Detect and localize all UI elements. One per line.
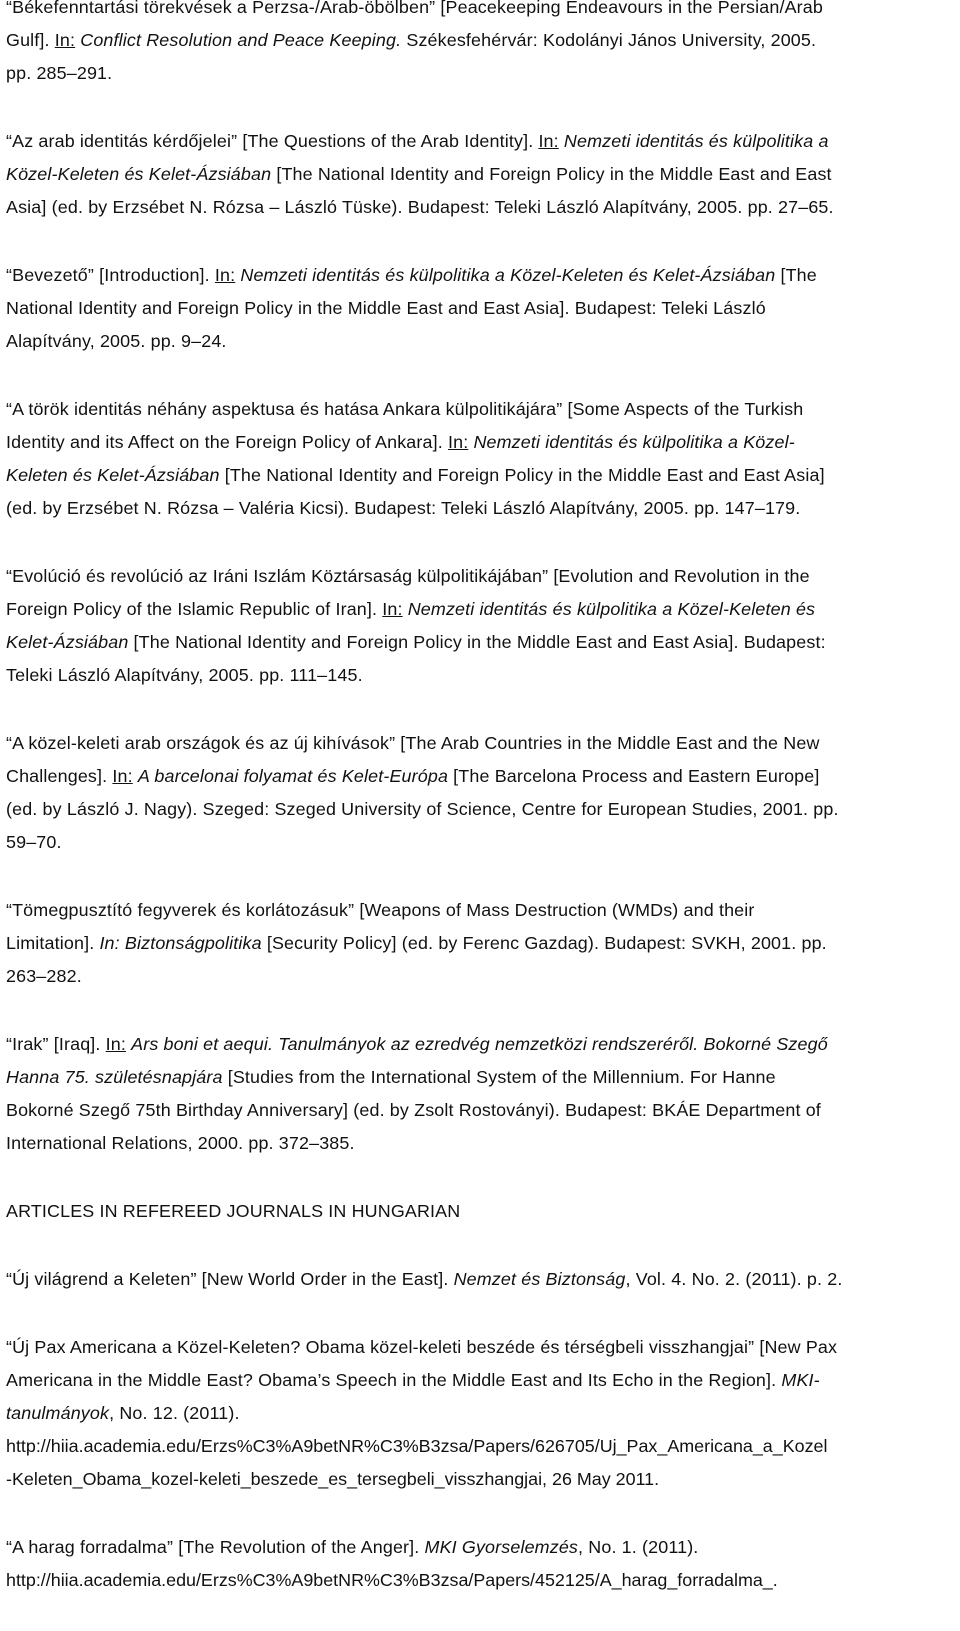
text-segment: (ed. by László J. Nagy). Szeged: Szeged University of Science, Centre for European Studies, 2001. pp. bbox=[6, 799, 839, 819]
entry-line bbox=[6, 560, 960, 593]
italic-title: Nemzet és Biztonság bbox=[453, 1269, 626, 1289]
entry-spacer bbox=[6, 692, 960, 727]
entry-line bbox=[6, 492, 960, 525]
text-segment: , No. 1. (2011). bbox=[578, 1537, 699, 1557]
entry-line bbox=[6, 1195, 960, 1228]
bibliography-entry bbox=[6, 1028, 960, 1160]
text-segment: 263–282. bbox=[6, 966, 82, 986]
text-segment: [The National Identity and Foreign Policy in the Middle East and East Asia]. Budapest: bbox=[128, 632, 826, 652]
text-segment: [The bbox=[775, 265, 817, 285]
italic-title: Kelet-Ázsiában bbox=[6, 632, 129, 652]
bibliography-entry bbox=[6, 259, 960, 358]
in-label: In: bbox=[54, 30, 76, 50]
text-segment: Székesfehérvár: Kodolányi János University, 2005. bbox=[401, 30, 817, 50]
entry-line bbox=[6, 57, 960, 90]
text-segment: [The National Identity and Foreign Policy in the Middle East and East bbox=[271, 164, 832, 184]
bibliography-entry bbox=[6, 1531, 960, 1597]
in-label: In: bbox=[105, 1034, 127, 1054]
text-segment: [The National Identity and Foreign Policy in the Middle East and East Asia] bbox=[219, 465, 825, 485]
text-segment: “Irak” [Iraq]. bbox=[6, 1034, 106, 1054]
text-segment: , No. 12. (2011). bbox=[109, 1403, 240, 1423]
italic-title: Közel-Keleten és Kelet-Ázsiában bbox=[6, 164, 272, 184]
entry-line bbox=[6, 760, 960, 793]
entry-line bbox=[6, 1364, 960, 1397]
text-segment: “Tömegpusztító fegyverek és korlátozásuk” [Weapons of Mass Destruction (WMDs) and their bbox=[6, 900, 755, 920]
entry-spacer bbox=[6, 525, 960, 560]
text-segment: , Vol. 4. No. 2. (2011). p. 2. bbox=[625, 1269, 843, 1289]
entry-spacer bbox=[6, 358, 960, 393]
entry-line bbox=[6, 1127, 960, 1160]
entry-line bbox=[6, 1331, 960, 1364]
bibliography-entry bbox=[6, 393, 960, 525]
text-segment: Americana in the Middle East? Obama’s Speech in the Middle East and Its Echo in the Region]. bbox=[6, 1370, 782, 1390]
entry-spacer bbox=[6, 1296, 960, 1331]
text-segment: [The Barcelona Process and Eastern Europe] bbox=[448, 766, 820, 786]
italic-title: Hanna 75. születésnapjára bbox=[6, 1067, 223, 1087]
italic-title: Conflict Resolution and Peace Keeping. bbox=[80, 30, 402, 50]
text-segment: (ed. by Erzsébet N. Rózsa – Valéria Kicsi). Budapest: Teleki László Alapítvány, 2005. pp. 147–179. bbox=[6, 498, 801, 518]
italic-title: Nemzeti identitás és külpolitika a Közel-Keleten és bbox=[407, 599, 816, 619]
entry-line bbox=[6, 125, 960, 158]
entry-spacer bbox=[6, 1496, 960, 1531]
bibliography-entry bbox=[6, 0, 960, 90]
italic-title: Keleten és Kelet-Ázsiában bbox=[6, 465, 220, 485]
in-label: In: bbox=[538, 131, 559, 151]
italic-title: tanulmányok bbox=[6, 1403, 110, 1423]
entry-line bbox=[6, 426, 960, 459]
entry-line bbox=[6, 393, 960, 426]
entry-line bbox=[6, 1061, 960, 1094]
entry-line bbox=[6, 325, 960, 358]
text-segment: “Új Pax Americana a Közel-Keleten? Obama közel-keleti beszéde és térségbeli visszhangjai” [New Pax bbox=[6, 1337, 838, 1357]
italic-title: MKI Gyorselemzés bbox=[424, 1537, 579, 1557]
text-segment: “A közel-keleti arab országok és az új kihívások” [The Arab Countries in the Middle East and the New bbox=[6, 733, 820, 753]
bibliography-entry bbox=[6, 894, 960, 993]
italic-title: Nemzeti identitás és külpolitika a Közel-Keleten és Kelet-Ázsiában bbox=[240, 265, 776, 285]
text-segment: “Békefenntartási törekvések a Perzsa-/Arab-öbölben” [Peacekeeping Endeavours in the Persian/Arab bbox=[6, 0, 823, 17]
entry-line bbox=[6, 1397, 960, 1430]
bibliography-entry bbox=[6, 1331, 960, 1496]
text-segment: Limitation]. bbox=[6, 933, 100, 953]
text-segment: Bokorné Szegő 75th Birthday Anniversary] (ed. by Zsolt Rostoványi). Budapest: BKÁE Department of bbox=[6, 1100, 821, 1120]
italic-title: In: Biztonságpolitika bbox=[99, 933, 262, 953]
text-segment: Challenges]. bbox=[6, 766, 113, 786]
italic-title: Ars boni et aequi. Tanulmányok az ezredvég nemzetközi rendszeréről. Bokorné Szegő bbox=[131, 1034, 828, 1054]
entry-spacer bbox=[6, 859, 960, 894]
entry-line bbox=[6, 927, 960, 960]
italic-title: A barcelonai folyamat és Kelet-Európa bbox=[137, 766, 449, 786]
text-segment: “Új világrend a Keleten” [New World Order in the East]. bbox=[6, 1269, 454, 1289]
entry-spacer bbox=[6, 90, 960, 125]
text-segment: International Relations, 2000. pp. 372–385. bbox=[6, 1133, 355, 1153]
entry-spacer bbox=[6, 993, 960, 1028]
text-segment: Gulf]. bbox=[6, 30, 55, 50]
entry-line bbox=[6, 1430, 960, 1463]
entry-line bbox=[6, 626, 960, 659]
url-text[interactable]: http://hiia.academia.edu/Erzs%C3%A9betNR%C3%B3zsa/Papers/452125/A_harag_forradalma_. bbox=[6, 1570, 778, 1590]
bibliography-entry bbox=[6, 560, 960, 692]
entry-spacer bbox=[6, 1160, 960, 1195]
entry-line bbox=[6, 659, 960, 692]
text-segment: Asia] (ed. by Erzsébet N. Rózsa – László Tüske). Budapest: Teleki László Alapítvány, 2005. pp. 27–65. bbox=[6, 197, 834, 217]
in-label: In: bbox=[112, 766, 133, 786]
entry-line bbox=[6, 593, 960, 626]
entry-line bbox=[6, 259, 960, 292]
entry-line bbox=[6, 894, 960, 927]
url-text[interactable]: http://hiia.academia.edu/Erzs%C3%A9betNR%C3%B3zsa/Papers/626705/Uj_Pax_Americana_a_Kozel bbox=[6, 1436, 828, 1456]
text-segment: 59–70. bbox=[6, 832, 62, 852]
italic-title: Nemzeti identitás és külpolitika a bbox=[563, 131, 829, 151]
entry-line bbox=[6, 292, 960, 325]
entry-line bbox=[6, 826, 960, 859]
bibliography-entry bbox=[6, 1263, 960, 1296]
entry-line bbox=[6, 793, 960, 826]
text-segment: pp. 285–291. bbox=[6, 63, 113, 83]
entry-line bbox=[6, 191, 960, 224]
text-segment: Foreign Policy of the Islamic Republic of Iran]. bbox=[6, 599, 383, 619]
text-segment: Teleki László Alapítvány, 2005. pp. 111–145. bbox=[6, 665, 363, 685]
text-segment: “Evolúció és revolúció az Iráni Iszlám Köztársaság külpolitikájában” [Evolution and Revolution in the bbox=[6, 566, 810, 586]
entry-line bbox=[6, 960, 960, 993]
text-segment: [Security Policy] (ed. by Ferenc Gazdag). Budapest: SVKH, 2001. pp. bbox=[261, 933, 827, 953]
entry-line bbox=[6, 24, 960, 57]
section-heading bbox=[6, 1195, 960, 1228]
entry-line bbox=[6, 1263, 960, 1296]
text-segment: “Bevezető” [Introduction]. bbox=[6, 265, 215, 285]
entry-spacer bbox=[6, 224, 960, 259]
italic-title: Nemzeti identitás és külpolitika a Közel- bbox=[473, 432, 795, 452]
text-segment: Alapítvány, 2005. pp. 9–24. bbox=[6, 331, 227, 351]
text-segment: National Identity and Foreign Policy in the Middle East and East Asia]. Budapest: Teleki László bbox=[6, 298, 766, 318]
text-segment: [Studies from the International System of the Millennium. For Hanne bbox=[222, 1067, 776, 1087]
entry-line bbox=[6, 459, 960, 492]
italic-title: MKI- bbox=[781, 1370, 820, 1390]
entry-line bbox=[6, 1463, 960, 1496]
entry-line bbox=[6, 158, 960, 191]
bibliography-entry bbox=[6, 727, 960, 859]
bibliography-entry bbox=[6, 125, 960, 224]
in-label: In: bbox=[214, 265, 236, 285]
entry-line bbox=[6, 1531, 960, 1564]
text-segment: “A harag forradalma” [The Revolution of the Anger]. bbox=[6, 1537, 425, 1557]
text-segment: “Az arab identitás kérdőjelei” [The Questions of the Arab Identity]. bbox=[6, 131, 539, 151]
text-segment: “A török identitás néhány aspektusa és hatása Ankara külpolitikájára” [Some Aspects of the Turkish bbox=[6, 399, 804, 419]
text-segment: ARTICLES IN REFEREED JOURNALS IN HUNGARIAN bbox=[6, 1201, 461, 1221]
entry-spacer bbox=[6, 1228, 960, 1263]
entry-line bbox=[6, 1028, 960, 1061]
url-text[interactable]: -Keleten_Obama_kozel-keleti_beszede_es_tersegbeli_visszhangjai, 26 May 2011. bbox=[6, 1469, 660, 1489]
entry-line bbox=[6, 1564, 960, 1597]
text-segment: Identity and its Affect on the Foreign Policy of Ankara]. bbox=[6, 432, 448, 452]
entry-line bbox=[6, 1094, 960, 1127]
in-label: In: bbox=[447, 432, 469, 452]
entry-line bbox=[6, 0, 960, 24]
entry-line bbox=[6, 727, 960, 760]
in-label: In: bbox=[382, 599, 403, 619]
